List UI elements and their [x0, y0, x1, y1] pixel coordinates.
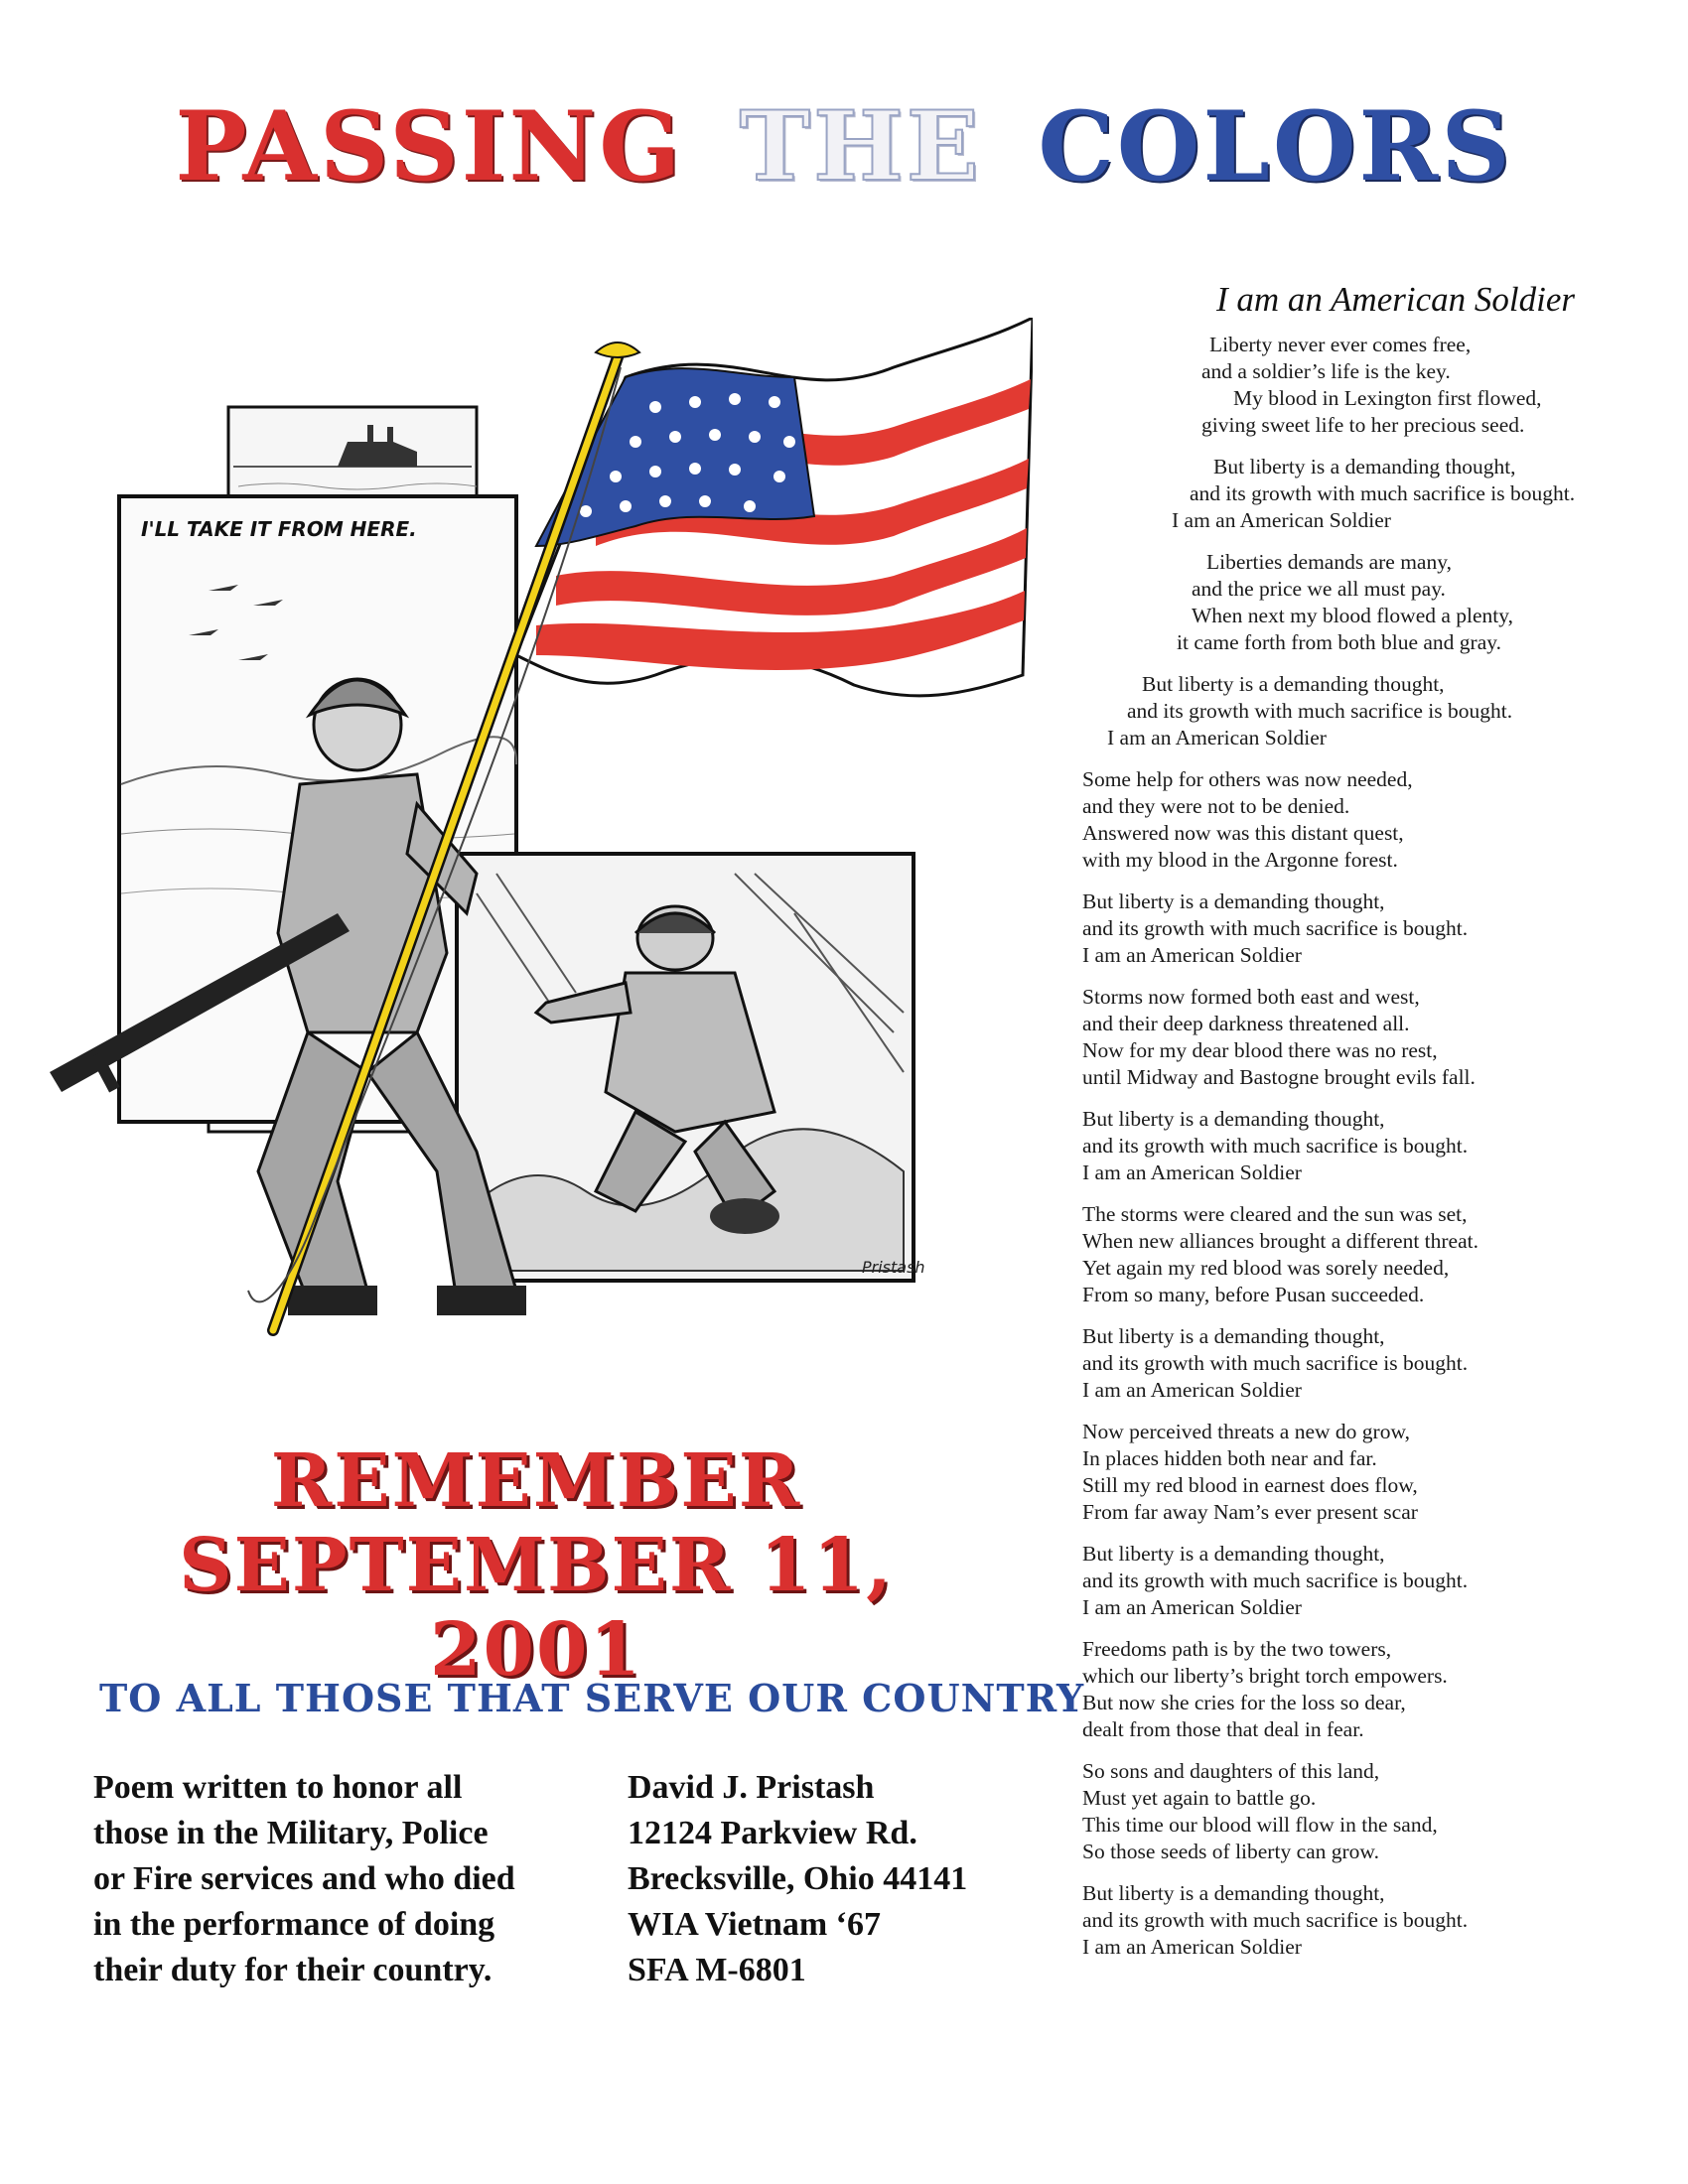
poem-title: I am an American Soldier [1216, 280, 1575, 319]
firefighter-panel [457, 854, 925, 1281]
poem-line: The storms were cleared and the sun was set, [1082, 1202, 1468, 1226]
poem-line: and its growth with much sacrifice is bought. [1082, 916, 1469, 940]
author-block [628, 1765, 1045, 1993]
remember-line-2: SEPTEMBER 11, 2001 [179, 1523, 894, 1694]
tribute-heading: TO ALL THOSE THAT SERVE OUR COUNTRY [99, 1676, 1085, 1720]
dedication-line: in the performance of doing [93, 1906, 495, 1943]
poem-line: and its growth with much sacrifice is bought. [1082, 1134, 1469, 1158]
poem-stanza [1082, 1880, 1658, 1961]
poem-line: Liberty never ever comes free, [1209, 333, 1472, 356]
poem-stanza [1082, 888, 1658, 969]
poem-line: I am an American Soldier [1172, 508, 1391, 532]
poem-stanza [1082, 1323, 1658, 1404]
poem-stanza [1082, 1758, 1658, 1865]
poem-line: and its growth with much sacrifice is bought. [1082, 1351, 1469, 1375]
poem-line: But liberty is a demanding thought, [1082, 1107, 1385, 1131]
poem-line: But liberty is a demanding thought, [1082, 1881, 1385, 1905]
poem-line: But now she cries for the loss so dear, [1082, 1691, 1406, 1714]
poem-line: I am an American Soldier [1107, 726, 1327, 750]
artist-signature: Pristash [862, 1258, 925, 1277]
poem-line: But liberty is a demanding thought, [1082, 1542, 1385, 1566]
poem-line: I am an American Soldier [1082, 1378, 1302, 1402]
author-name: David J. Pristash [628, 1769, 875, 1806]
poem-line: until Midway and Bastogne brought evils fall. [1082, 1065, 1476, 1089]
dedication-line: those in the Military, Police [93, 1815, 489, 1851]
poem-line: So sons and daughters of this land, [1082, 1759, 1380, 1783]
author-city: Brecksville, Ohio 44141 [628, 1860, 968, 1897]
poem-line: From far away Nam’s ever present scar [1082, 1500, 1418, 1524]
poem-line: Liberties demands are many, [1206, 550, 1452, 574]
poem-line: My blood in Lexington first flowed, [1233, 386, 1542, 410]
poem-line: This time our blood will flow in the sand, [1082, 1813, 1438, 1837]
poem-line: From so many, before Pusan succeeded. [1082, 1283, 1425, 1306]
poem-line: Storms now formed both east and west, [1082, 985, 1420, 1009]
poem-line: When next my blood flowed a plenty, [1192, 604, 1514, 627]
poem-stanza [1082, 984, 1658, 1091]
author-street: 12124 Parkview Rd. [628, 1815, 917, 1851]
poem-stanza [1082, 1201, 1658, 1308]
poem-line: Still my red blood in earnest does flow, [1082, 1473, 1418, 1497]
poem-line: But liberty is a demanding thought, [1213, 455, 1516, 478]
poem-line: I am an American Soldier [1082, 943, 1302, 967]
poem-line: and its growth with much sacrifice is bought. [1082, 1569, 1469, 1592]
dedication-line: their duty for their country. [93, 1952, 492, 1988]
illustration-svg [40, 318, 1033, 1430]
remember-block [70, 1439, 1003, 1693]
poem-stanza [1082, 1541, 1658, 1621]
poem-line: dealt from those that deal in fear. [1082, 1717, 1364, 1741]
poem-line: it came forth from both blue and gray. [1177, 630, 1501, 654]
author-service: WIA Vietnam ‘67 [628, 1906, 881, 1943]
poem-stanza [1082, 766, 1658, 874]
poem-line: In places hidden both near and far. [1082, 1446, 1377, 1470]
poem-stanza [1082, 1419, 1658, 1526]
poem-line: and its growth with much sacrifice is bought. [1127, 699, 1513, 723]
page-title [0, 90, 1688, 203]
poem-line: and they were not to be denied. [1082, 794, 1350, 818]
poem-line: and their deep darkness threatened all. [1082, 1012, 1410, 1035]
poem-stanza [1201, 332, 1658, 439]
speech-caption: I'LL TAKE IT FROM HERE. [141, 517, 417, 541]
poem-stanza [1172, 454, 1658, 534]
dedication-line: Poem written to honor all [93, 1769, 463, 1806]
poem-line: and its growth with much sacrifice is bought. [1190, 481, 1576, 505]
american-flag [516, 318, 1033, 696]
author-id: SFA M-6801 [628, 1952, 806, 1988]
poem-line: with my blood in the Argonne forest. [1082, 848, 1398, 872]
poem-stanza [1082, 1106, 1658, 1186]
poem-line: When new alliances brought a different threat. [1082, 1229, 1478, 1253]
dedication-line: or Fire services and who died [93, 1860, 515, 1897]
poem-body [1082, 332, 1658, 1976]
poem-line: I am an American Soldier [1082, 1935, 1302, 1959]
poem-line: But liberty is a demanding thought, [1142, 672, 1445, 696]
soldier-flag-illustration [40, 318, 1033, 1430]
remember-line-1: REMEMBER [270, 1438, 802, 1524]
dedication-text [93, 1765, 610, 1993]
poem-line: Must yet again to battle go. [1082, 1786, 1317, 1810]
poem-line: But liberty is a demanding thought, [1082, 1324, 1385, 1348]
poem-stanza [1132, 549, 1658, 656]
poem-line: I am an American Soldier [1082, 1160, 1302, 1184]
poem-line: giving sweet life to her precious seed. [1201, 413, 1525, 437]
poem-line: and its growth with much sacrifice is bought. [1082, 1908, 1469, 1932]
poem-line: Now for my dear blood there was no rest, [1082, 1038, 1438, 1062]
title-word-the: THE [739, 90, 982, 203]
poem-line: But liberty is a demanding thought, [1082, 889, 1385, 913]
poem-line: So those seeds of liberty can grow. [1082, 1840, 1379, 1863]
poem-line: Answered now was this distant quest, [1082, 821, 1404, 845]
poem-line: and the price we all must pay. [1192, 577, 1446, 601]
poem-stanza [1107, 671, 1658, 751]
poem-line: Some help for others was now needed, [1082, 767, 1413, 791]
title-word-passing: PASSING [175, 90, 684, 203]
poem-line: which our liberty’s bright torch empowers. [1082, 1664, 1448, 1688]
poem-line: Yet again my red blood was sorely needed, [1082, 1256, 1450, 1280]
poem-line: Now perceived threats a new do grow, [1082, 1420, 1410, 1443]
poem-line: I am an American Soldier [1082, 1595, 1302, 1619]
poem-line: Freedoms path is by the two towers, [1082, 1637, 1392, 1661]
poem-line: and a soldier’s life is the key. [1201, 359, 1451, 383]
title-word-colors: COLORS [1038, 90, 1513, 203]
poem-stanza [1082, 1636, 1658, 1743]
